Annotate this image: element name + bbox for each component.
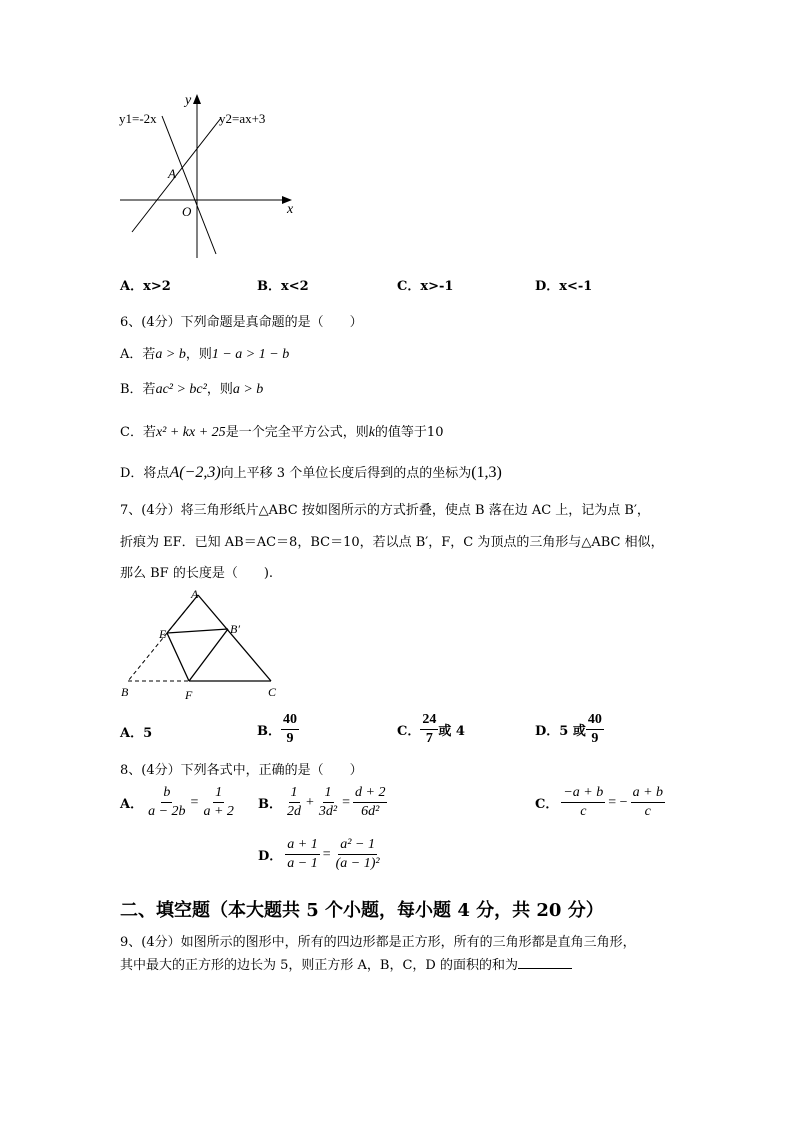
linear-functions-graph <box>110 88 310 263</box>
q6-b-mid: ，则 <box>206 382 233 397</box>
q8-a-left-fraction <box>146 785 187 820</box>
q8-a-left-den: a − 2b <box>148 804 186 819</box>
q8-b-right-fraction <box>353 785 387 820</box>
q8-c-left-num: −a + b <box>561 785 605 803</box>
q5-option-b: B．x<2 <box>257 279 309 294</box>
line-y2-label: y2=ax+3 <box>219 111 266 126</box>
q8-b-first-fraction <box>285 785 303 820</box>
q8-d-right-num: a² − 1 <box>338 837 377 855</box>
q8-c-right-num: a + b <box>631 785 665 803</box>
q8-a-right-den: a + 2 <box>203 804 234 819</box>
point-e-label: E <box>159 627 167 641</box>
q8-d-left-num: a + 1 <box>285 837 319 855</box>
q5-option-c: C．x>-1 <box>397 279 454 294</box>
q6-c-prefix: C．若 <box>120 425 156 440</box>
q6-a-prefix: A．若 <box>120 347 156 362</box>
q6-b-math2: a > b <box>232 382 264 397</box>
q8-c-right-fraction <box>631 785 665 820</box>
q8-c-equals-minus: = − <box>608 794 628 810</box>
q9-line2-text: 其中最大的正方形的边长为 5，则正方形 A，B，C，D 的面积的和为 <box>120 958 518 973</box>
q6-d-prefix: D．将点 <box>120 466 170 481</box>
q8-option-b <box>258 785 387 820</box>
q7-option-b <box>257 712 299 747</box>
line-y1 <box>162 116 216 254</box>
q8-option-d <box>258 837 382 872</box>
q8-a-left-num: b <box>161 785 172 803</box>
answer-blank <box>518 956 572 969</box>
q6-option-b <box>120 378 263 398</box>
q5-option-a: A．x>2 <box>120 279 171 294</box>
q8-d-left-den: a − 1 <box>287 856 318 871</box>
line-y2 <box>132 118 221 232</box>
q6-c-post: 的值等于10 <box>374 425 444 440</box>
q7-d-denominator: 9 <box>591 731 599 746</box>
q6-c-math: x² + kx + 25 <box>155 425 226 440</box>
q6-option-a <box>120 343 289 363</box>
q9-stem-line2 <box>120 954 572 973</box>
q6-stem: 6、(4分）下列命题是真命题的是（ ） <box>120 315 363 330</box>
q8-b-plus: + <box>306 794 314 810</box>
q6-c-mid: 是一个完全平方公式，则 <box>225 425 369 440</box>
q6-a-math2: 1 − a > 1 − b <box>211 347 290 362</box>
q6-d-math2: (1,3) <box>471 464 502 481</box>
q8-d-right-fraction <box>334 837 382 872</box>
q7-d-fraction <box>586 712 604 747</box>
q8-d-label: D． <box>258 849 283 864</box>
q8-a-equals: = <box>190 794 199 810</box>
q7-option-a: A．5 <box>120 726 153 741</box>
q9-stem-line1: 9、(4分）如图所示的图形中，所有的四边形都是正方形，所有的三角形都是直角三角形， <box>120 935 636 950</box>
q7-b-prefix: B． <box>257 724 281 739</box>
q7-d-prefix: D．5 或 <box>535 724 586 739</box>
section-two-heading: 二、填空题（本大题共 5 个小题，每小题 4 分，共 20 分） <box>120 900 604 921</box>
vertex-c-label: C <box>268 685 277 699</box>
q8-stem: 8、(4分）下列各式中，正确的是（ ） <box>120 763 363 778</box>
q7-option-c <box>397 712 465 747</box>
q8-b-label: B． <box>258 797 282 812</box>
q8-c-right-den: c <box>644 804 651 819</box>
q7-c-fraction <box>420 712 438 747</box>
edge-eb-prime <box>167 629 228 633</box>
q8-d-right-den: (a − 1)² <box>335 856 380 871</box>
q7-c-suffix: 或 4 <box>438 724 465 739</box>
q6-d-math1: A(−2,3) <box>169 464 221 481</box>
q6-option-d <box>120 462 502 482</box>
q6-option-c <box>120 421 443 441</box>
q5-option-d: D．x<-1 <box>535 279 593 294</box>
q8-a-right-num: 1 <box>213 785 224 803</box>
q8-b-second-den: 3d² <box>318 804 338 819</box>
q7-c-denominator: 7 <box>425 731 433 746</box>
q7-c-numerator: 24 <box>420 712 438 730</box>
point-f-label: F <box>185 688 193 702</box>
vertex-a-label: A <box>191 588 199 601</box>
q7-b-fraction <box>281 712 299 747</box>
q8-b-right-num: d + 2 <box>353 785 387 803</box>
q8-b-first-num: 1 <box>289 785 300 803</box>
origin-label: O <box>182 204 192 219</box>
q7-d-numerator: 40 <box>586 712 604 730</box>
q6-a-mid: ，则 <box>185 347 212 362</box>
q6-b-math1: ac² > bc² <box>155 382 207 397</box>
q8-option-a <box>120 785 236 820</box>
q8-a-right-fraction <box>201 785 235 820</box>
q8-c-left-fraction <box>561 785 605 820</box>
edge-ac <box>198 595 271 681</box>
x-axis-label: x <box>287 202 294 217</box>
q8-c-label: C． <box>535 797 559 812</box>
q7-b-numerator: 40 <box>281 712 299 730</box>
q7-stem-line3: 那么 BF 的长度是（ ). <box>120 566 274 581</box>
q8-b-second-fraction <box>317 785 339 820</box>
q8-d-left-fraction <box>285 837 319 872</box>
q6-a-math1: a > b <box>155 347 186 362</box>
crease-ef <box>167 633 189 681</box>
q7-stem-line1: 7、(4分）将三角形纸片△ABC 按如图所示的方式折叠，使点 B 落在边 AC 上，记为点 B′， <box>120 503 650 518</box>
q7-b-denominator: 9 <box>286 731 294 746</box>
q6-d-mid: 向上平移 3 个单位长度后得到的点的坐标为 <box>220 466 472 481</box>
y-axis-label: y <box>185 93 192 108</box>
edge-fb-prime <box>189 629 228 681</box>
q8-b-equals: = <box>342 794 351 810</box>
q8-b-right-den: 6d² <box>361 804 380 819</box>
q8-c-left-den: c <box>580 804 587 819</box>
q7-option-d <box>535 712 604 747</box>
q6-c-k: k <box>368 425 375 440</box>
q6-b-prefix: B．若 <box>120 382 156 397</box>
q8-b-first-den: 2d <box>287 804 301 819</box>
q8-option-c <box>535 785 665 820</box>
folding-triangle-figure <box>115 588 295 703</box>
q8-a-label: A． <box>120 797 144 812</box>
point-a-label: A <box>168 166 176 181</box>
vertex-b-label: B <box>121 685 129 699</box>
q7-stem-line2: 折痕为 EF．已知 AB＝AC＝8，BC＝10，若以点 B′，F，C 为顶点的三角形与△ABC 相似， <box>120 535 664 550</box>
point-b-prime-label: B′ <box>230 622 240 636</box>
q8-d-equals: = <box>322 846 331 862</box>
q7-c-prefix: C． <box>397 724 421 739</box>
line-y1-label: y1=-2x <box>119 111 157 126</box>
y-axis-arrow-icon <box>193 94 201 104</box>
q8-b-second-num: 1 <box>323 785 334 803</box>
